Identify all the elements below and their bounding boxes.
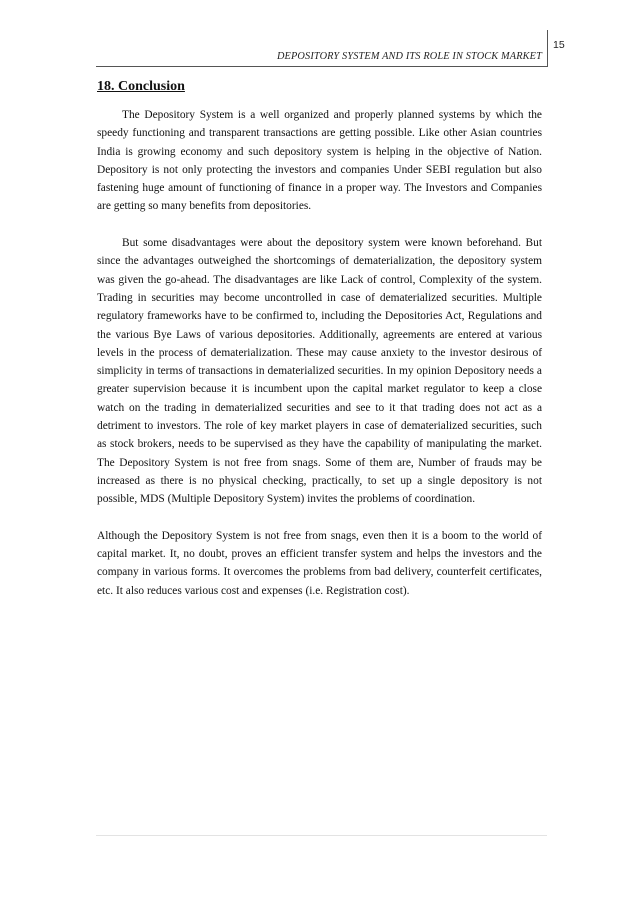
paragraph-intro: The Depository System is a well organized and properly planned systems by which the speedy functioning and transparent transactions are getting possible. Like other Asian countries India is growing economy and such depository system is helping in the objective of Nation. Depository is not only protecting the investors and companies Under SEBI regulation but also fastening huge amount of functioning of finance in a proper way. The Investors and Companies are getting so many benefits from depositories. — [97, 109, 542, 213]
paragraph-disadvantages: But some disadvantages were about the depository system were known beforehand. But since the advantages outweighed the shortcomings of dematerialization, the depository system was given the go-ahead. The disadvantages are like Lack of control, Complexity of the system. Trading in securities may become uncontrolled in case of dematerialized securities. Multiple regulatory frameworks have to be confirmed to, including the Depositories Act, Regulations and the various Bye Laws of various depositories. Additionally, agreements are entered at various levels in the process of dematerialization. These may cause anxiety to the investor desirous of simplicity in terms of transactions in dematerialized securities. In my opinion Depository needs a greater supervision because it is incumbent upon the capital market regulator to keep a close watch on the trading in dematerialized securities and see to it that trading does not act as a detriment to investors. The role of key market players in case of dematerialized securities, such as stock brokers, needs to be supervised as they have the capability of manipulating the market. The Depository System is not free from snags. Some of them are, Number of frauds may be increased as there is no physical checking, practically, to set up a single depository is not possible, MDS (Multiple Depository System) invites the problems of coordination. — [97, 237, 542, 506]
body-text — [97, 106, 542, 618]
section-heading: 18. Conclusion — [97, 79, 185, 94]
paragraph-summary: Although the Depository System is not free from snags, even then it is a boom to the world of capital market. It, no doubt, proves an efficient transfer system and helps the investors and the company in various forms. It overcomes the problems from bad delivery, counterfeit certificates, etc. It also reduces various cost and expenses (i.e. Registration cost). — [97, 529, 542, 597]
page-number: 15 — [553, 39, 565, 51]
header-divider — [96, 66, 547, 67]
running-header-title: DEPOSITORY SYSTEM AND ITS ROLE IN STOCK MARKET — [276, 51, 542, 62]
header-vertical-divider — [547, 30, 548, 67]
footer-divider — [96, 835, 547, 836]
